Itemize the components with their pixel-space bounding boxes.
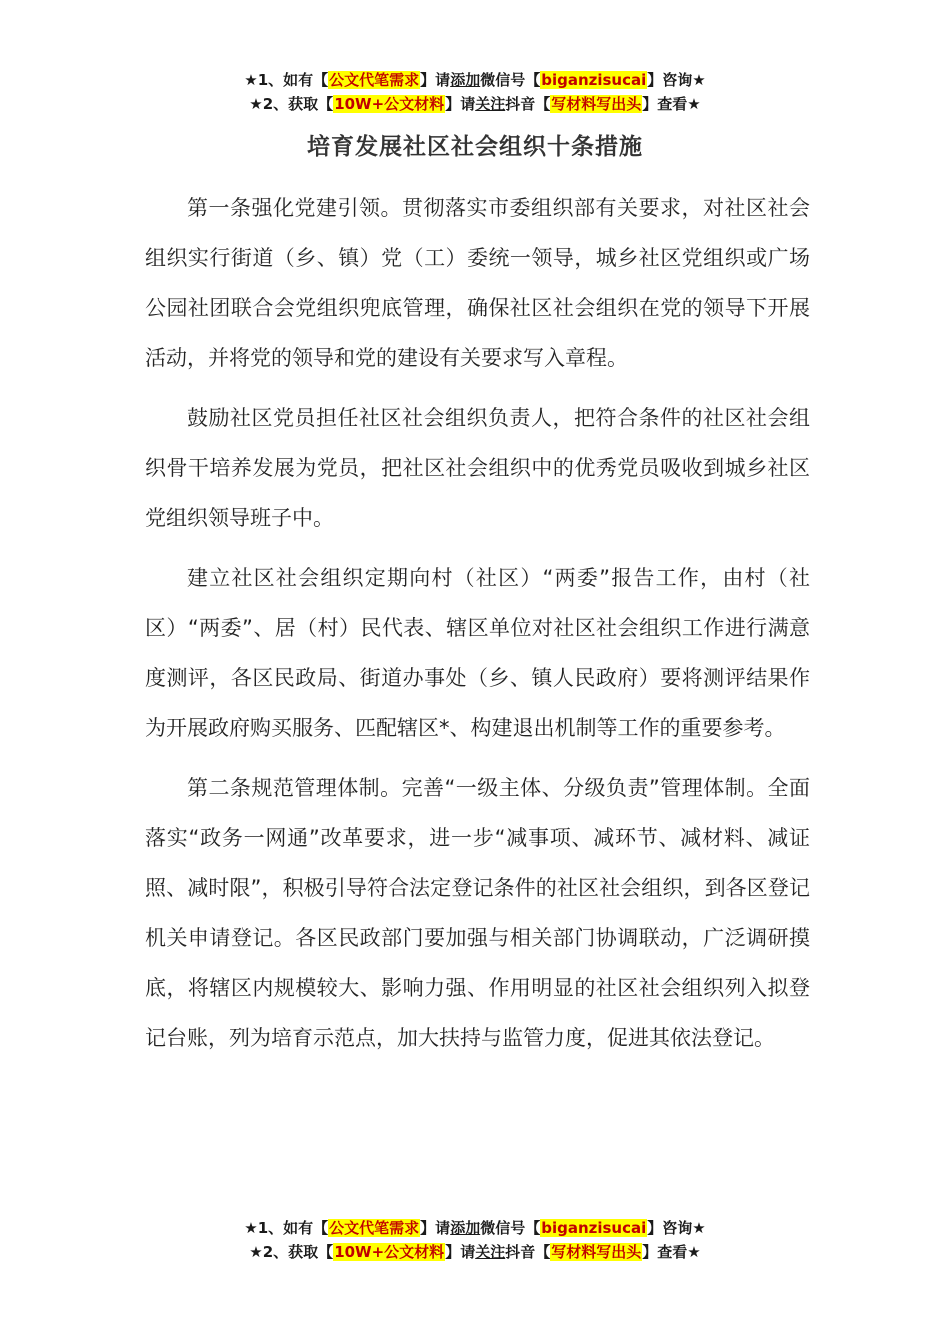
promo-highlight: 公文代笔需求 [329, 71, 420, 89]
promo-line-2: ★2、获取【10W+公文材料】请关注抖音【写材料写出头】查看★ [249, 95, 701, 113]
promo-highlight: 10W+公文材料 [334, 95, 445, 113]
promo-highlight: 10W+公文材料 [334, 1243, 445, 1261]
promo-highlight: 公文代笔需求 [329, 1219, 420, 1237]
paragraph: 鼓励社区党员担任社区社会组织负责人，把符合条件的社区社会组织骨干培养发展为党员，把社区社会组织中的优秀党员吸收到城乡社区党组织领导班子中。 [145, 406, 810, 530]
promo-douyin-id: 写材料写出头 [551, 1243, 642, 1261]
promo-wechat-id: biganzisucai [541, 1219, 647, 1237]
paragraph: 第二条规范管理体制。完善“一级主体、分级负责”管理体制。全面落实“政务一网通”改革要求，进一步“减事项、减环节、减材料、减证照、减时限”，积极引导符合法定登记条件的社区社会组织，到各区登记机关申请登记。各区民政部门要加强与相关部门协调联动，广泛调研摸底，将辖区内规模较大、影响力强、作用明显的社区社会组织列入拟登记台账，列为培育示范点，加大扶持与监管力度，促进其依法登记。 [145, 776, 810, 1050]
paragraph: 第一条强化党建引领。贯彻落实市委组织部有关要求，对社区社会组织实行街道（乡、镇）党（工）委统一领导，城乡社区党组织或广场公园社团联合会党组织兜底管理，确保社区社会组织在党的领导下开展活动，并将党的领导和党的建设有关要求写入章程。 [145, 196, 810, 370]
paragraph: 建立社区社会组织定期向村（社区）“两委”报告工作，由村（社区）“两委”、居（村）民代表、辖区单位对社区社会组织工作进行满意度测评，各区民政局、街道办事处（乡、镇人民政府）要将测评结果作为开展政府购买服务、匹配辖区*、构建退出机制等工作的重要参考。 [145, 566, 810, 740]
promo-douyin-id: 写材料写出头 [551, 95, 642, 113]
document-title: 培育发展社区社会组织十条措施 [307, 134, 643, 160]
promo-footer [0, 1216, 950, 1264]
promo-header [0, 68, 950, 116]
promo-line-1: ★1、如有【公文代笔需求】请添加微信号【biganzisucai】咨询★ [244, 1219, 706, 1237]
promo-line-2: ★2、获取【10W+公文材料】请关注抖音【写材料写出头】查看★ [249, 1243, 701, 1261]
promo-line-1: ★1、如有【公文代笔需求】请添加微信号【biganzisucai】咨询★ [244, 71, 706, 89]
promo-wechat-id: biganzisucai [541, 71, 647, 89]
document-body [145, 183, 810, 1073]
